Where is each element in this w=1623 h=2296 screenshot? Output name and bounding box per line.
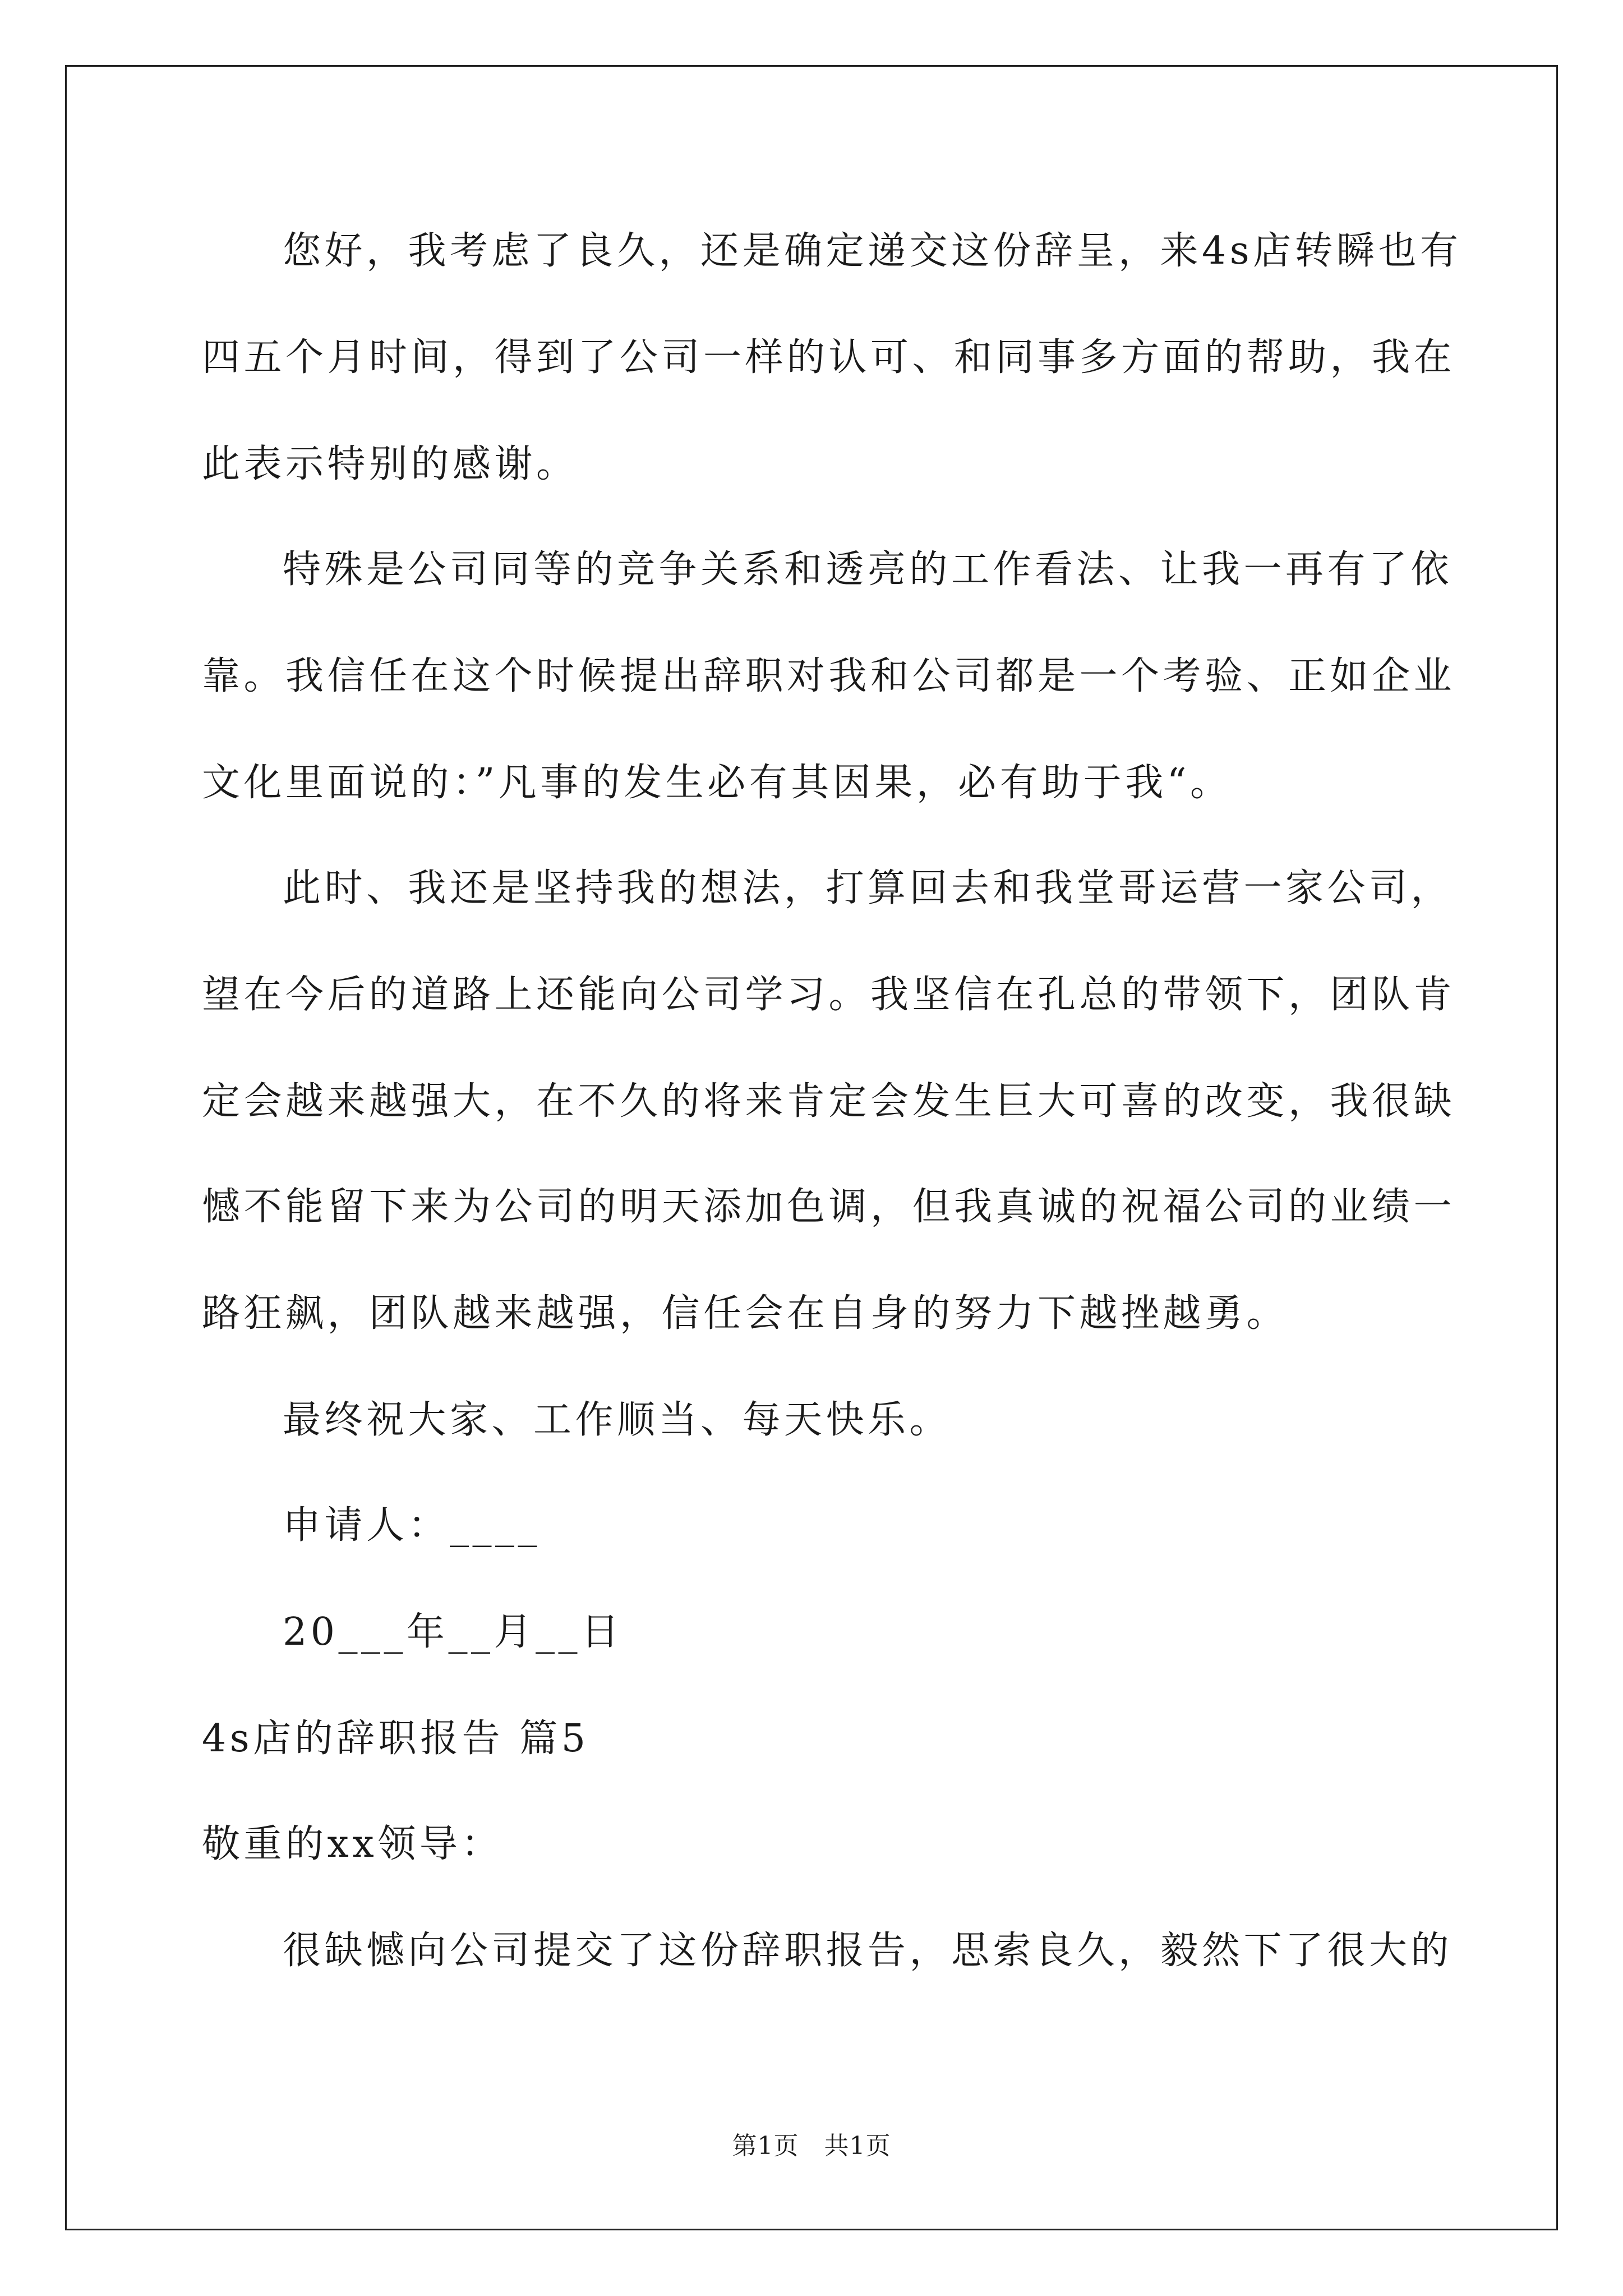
paragraph-line: 定会越来越强大，在不久的将来肯定会发生巨大可喜的改变，我很缺 (202, 1079, 1456, 1124)
paragraph-line: 特殊是公司同等的竞争关系和透亮的工作看法、让我一再有了依 (283, 547, 1453, 592)
paragraph-line: 憾不能留下来为公司的明天添加色调，但我真诚的祝福公司的业绩一 (202, 1185, 1456, 1229)
salutation: 敬重的xx领导： (202, 1822, 503, 1866)
date-line: 20___年__月__日 (283, 1610, 623, 1654)
closing-line: 最终祝大家、工作顺当、每天快乐。 (283, 1398, 952, 1442)
paragraph-line: 您好，我考虑了良久，还是确定递交这份辞呈，来4s店转瞬也有 (283, 229, 1462, 273)
paragraph-line: 文化里面说的：”凡事的发生必有其因果，必有助于我“。 (202, 761, 1232, 805)
paragraph-line: 路狂飙，团队越来越强，信任会在自身的努力下越挫越勇。 (202, 1291, 1289, 1336)
section-heading: 4s店的辞职报告 篇5 (202, 1717, 589, 1761)
page-footer: 第1页 共1页 (732, 2132, 891, 2160)
paragraph-line: 很缺憾向公司提交了这份辞职报告，思索良久，毅然下了很大的 (283, 1929, 1453, 1973)
applicant-line: 申请人：____ (283, 1503, 541, 1548)
page-border (65, 65, 1558, 2230)
paragraph-line: 靠。我信任在这个时候提出辞职对我和公司都是一个考验、正如企业 (202, 654, 1456, 698)
paragraph-line: 此时、我还是坚持我的想法，打算回去和我堂哥运营一家公司， (283, 866, 1453, 910)
paragraph-line: 四五个月时间，得到了公司一样的认可、和同事多方面的帮助，我在 (202, 335, 1456, 380)
paragraph-line: 望在今后的道路上还能向公司学习。我坚信在孔总的带领下，团队肯 (202, 973, 1456, 1017)
paragraph-line: 此表示特别的感谢。 (202, 442, 578, 486)
